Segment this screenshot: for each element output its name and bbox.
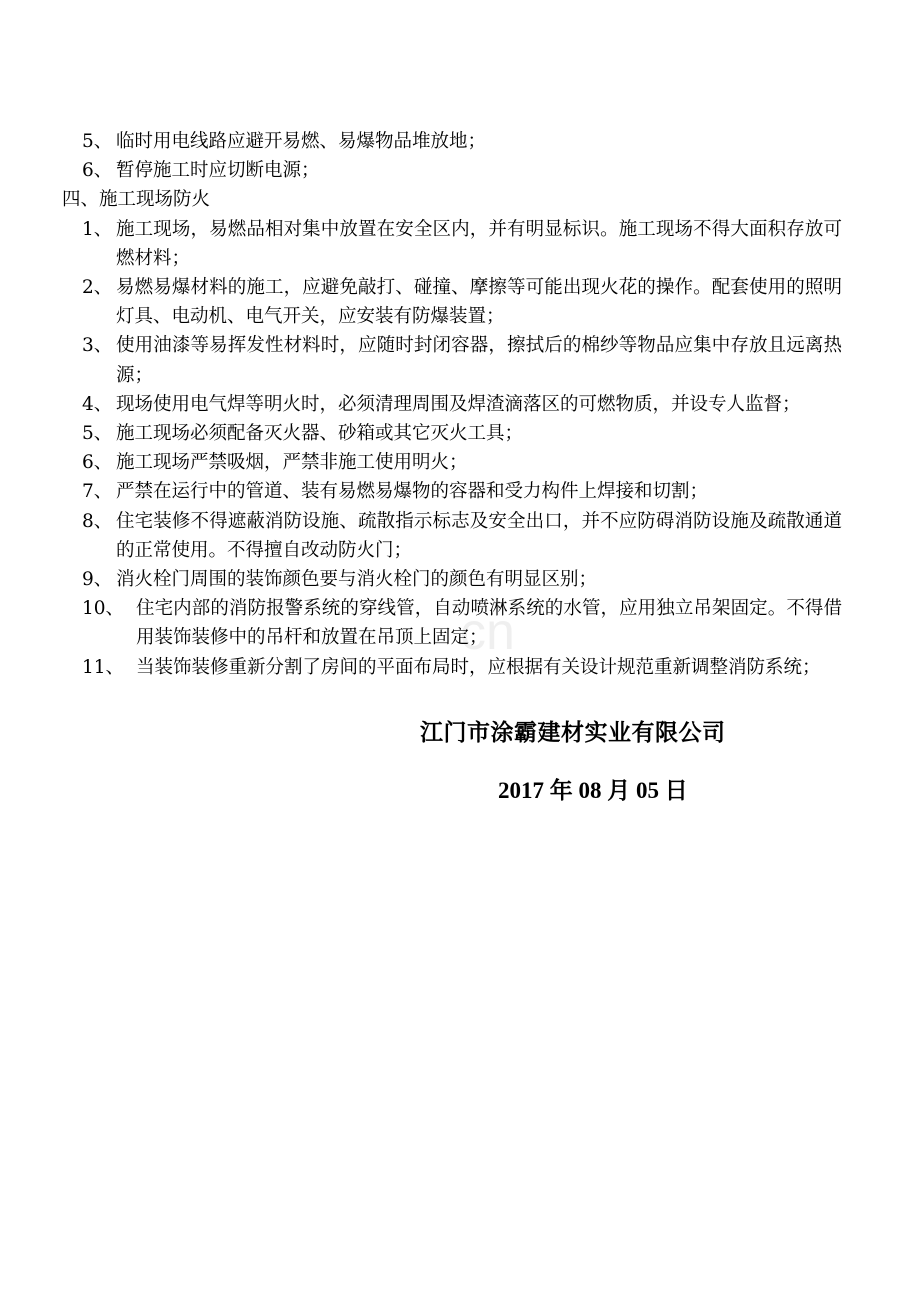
- item-number: 7、: [82, 481, 113, 503]
- section-heading-text: 四、施工现场防火: [62, 189, 211, 211]
- item-number: 3、: [82, 335, 113, 357]
- item-text: 住宅内部的消防报警系统的穿线管，自动喷淋系统的水管，应用独立吊架固定。不得借用装饰装修中的吊杆和放置在吊顶上固定；: [136, 598, 842, 649]
- list-item: [62, 419, 842, 448]
- item-text: 施工现场必须配备灭火器、砂箱或其它灭火工具；: [116, 423, 524, 445]
- list-item: [62, 156, 842, 185]
- list-item: [62, 448, 842, 477]
- list-item: [62, 215, 842, 273]
- document-body: [62, 127, 842, 682]
- item-text: 现场使用电气焊等明火时，必须清理周围及焊渣滴落区的可燃物质，并设专人监督；: [116, 393, 801, 415]
- item-number: 4、: [82, 393, 113, 415]
- item-number: 11、: [82, 656, 125, 678]
- item-text: 住宅装修不得遮蔽消防设施、疏散指示标志及安全出口，并不应防碍消防设施及疏散通道的正常使用。不得擅自改动防火门；: [116, 510, 842, 561]
- item-number: 5、: [82, 423, 113, 445]
- item-text: 暂停施工时应切断电源；: [116, 160, 320, 182]
- item-text: 临时用电线路应避开易燃、易爆物品堆放地；: [116, 131, 487, 152]
- item-number: 5、: [82, 131, 113, 152]
- document-date: 2017 年 08 月 05 日: [498, 778, 688, 803]
- item-text: 施工现场，易燃品相对集中放置在安全区内，并有明显标识。施工现场不得大面积存放可燃材料；: [116, 218, 842, 269]
- list-item: [62, 127, 842, 156]
- item-number: 9、: [82, 569, 113, 591]
- list-item: [62, 477, 842, 506]
- company-signature: 江门市涂霸建材实业有限公司: [420, 720, 726, 746]
- item-text: 使用油漆等易挥发性材料时，应随时封闭容器，擦拭后的棉纱等物品应集中存放且远离热源；: [116, 335, 842, 386]
- list-item: [62, 507, 842, 565]
- section-heading: [62, 185, 842, 214]
- item-text: 易燃易爆材料的施工，应避免敲打、碰撞、摩擦等可能出现火花的操作。配套使用的照明灯具、电动机、电气开关，应安装有防爆装置；: [116, 277, 842, 328]
- watermark: cn: [460, 603, 515, 661]
- list-item: [62, 273, 842, 331]
- item-text: 当装饰装修重新分割了房间的平面布局时，应根据有关设计规范重新调整消防系统；: [136, 656, 821, 678]
- item-number: 1、: [82, 218, 113, 240]
- item-number: 6、: [82, 160, 113, 182]
- list-item: [62, 390, 842, 419]
- item-number: 2、: [82, 277, 113, 299]
- list-item: [62, 331, 842, 389]
- list-item: [62, 653, 842, 682]
- item-text: 消火栓门周围的装饰颜色要与消火栓门的颜色有明显区别；: [116, 569, 598, 591]
- item-text: 严禁在运行中的管道、装有易燃易爆物的容器和受力构件上焊接和切割；: [116, 481, 709, 503]
- list-item: [62, 594, 842, 652]
- item-number: 8、: [82, 510, 113, 532]
- item-number: 6、: [82, 452, 113, 474]
- item-number: 10、: [82, 598, 125, 620]
- list-item: [62, 565, 842, 594]
- item-text: 施工现场严禁吸烟，严禁非施工使用明火；: [116, 452, 468, 474]
